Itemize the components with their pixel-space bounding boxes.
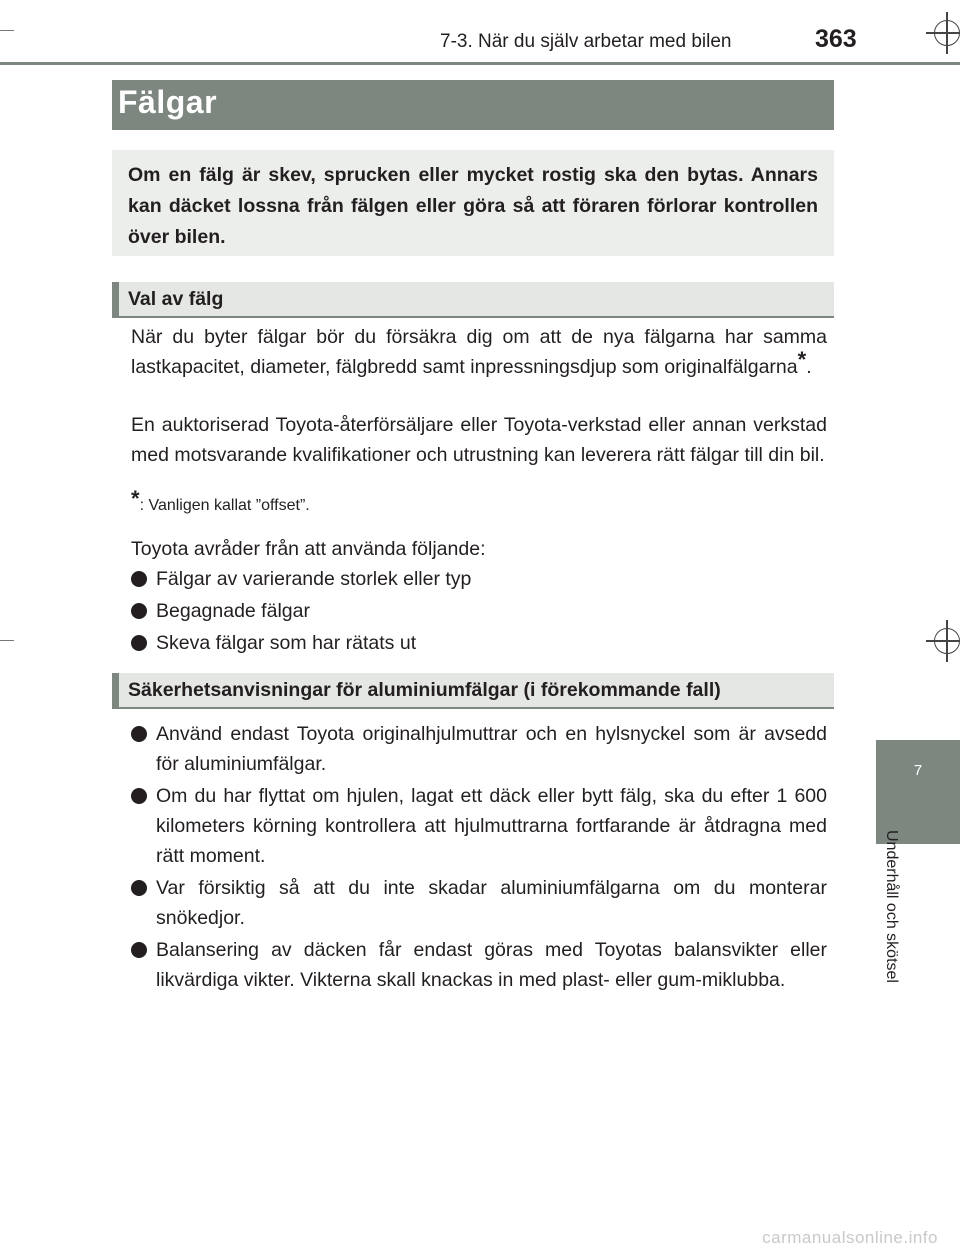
bullet-icon (131, 635, 147, 651)
footnote-text: : Vanligen kallat ”offset”. (139, 497, 310, 514)
footnote-reference: * (797, 346, 807, 372)
paragraph: Toyota avråder från att använda följande: (131, 538, 486, 560)
list-item-text: Använd endast Toyota originalhjulmuttrar och en hylsnyckel som är avsedd för aluminiumfälgar. (156, 723, 827, 775)
title-bar (112, 80, 834, 130)
intro-box (112, 150, 834, 256)
bullet-icon (131, 942, 147, 958)
section-heading (112, 673, 834, 709)
bullet-icon (131, 603, 147, 619)
page-title: Fälgar (118, 84, 218, 120)
crop-mark (0, 640, 14, 641)
section-heading-text: Val av fälg (128, 288, 224, 310)
list-item (131, 596, 827, 626)
list-item (131, 873, 827, 933)
bullet-icon (131, 726, 147, 742)
paragraph (131, 323, 827, 382)
list-item-text: Balansering av däcken får endast göras med Toyotas balansvikter eller likvärdiga vikter. Vikterna skall knackas in med plast- eller gum-miklubba. (156, 939, 827, 991)
registration-mark-icon (934, 20, 960, 46)
list-item-text: Skeva fälgar som har rätats ut (156, 632, 417, 654)
footnote (131, 486, 310, 515)
list-item (131, 564, 827, 594)
list-item-text: Begagnade fälgar (156, 600, 310, 622)
list-item (131, 781, 827, 871)
chapter-label-text: Underhåll och skötsel (883, 830, 900, 983)
list-item (131, 628, 827, 658)
page-number: 363 (815, 25, 857, 53)
bullet-icon (131, 571, 147, 587)
bullet-icon (131, 788, 147, 804)
list-item (131, 719, 827, 779)
list-item-text: Fälgar av varierande storlek eller typ (156, 568, 472, 590)
list-item (131, 935, 827, 995)
chapter-label (882, 830, 906, 1020)
chapter-tab (876, 740, 960, 844)
footnote-mark: * (131, 486, 140, 511)
header-section-title: 7-3. När du själv arbetar med bilen (440, 31, 732, 52)
paragraph-end: . (806, 355, 812, 378)
paragraph-text: När du byter fälgar bör du försäkra dig om att de nya fälgarna har samma lastkapacitet, diameter, fälgbredd samt inpressningsdjup som originalfälgarna (131, 326, 827, 378)
header-rule (0, 62, 960, 65)
list-item-text: Om du har flyttat om hjulen, lagat ett däck eller bytt fälg, ska du efter 1 600 kilometers körning kontrollera att hjulmuttrarna fortfarande är åtdragna med rätt moment. (156, 785, 827, 867)
watermark: carmanualsonline.info (762, 1228, 938, 1247)
section-heading-text: Säkerhetsanvisningar för aluminiumfälgar (i förekommande fall) (128, 679, 721, 701)
section-heading (112, 282, 834, 318)
paragraph: En auktoriserad Toyota-återförsäljare eller Toyota-verkstad eller annan verkstad med motsvarande kvalifikationer och utrustning kan leverera rätt fälgar till din bil. (131, 414, 827, 466)
crop-mark (0, 30, 14, 31)
bullet-icon (131, 880, 147, 896)
chapter-number: 7 (913, 762, 923, 779)
intro-text: Om en fälg är skev, sprucken eller mycket rostig ska den bytas. Annars kan däcket lossna från fälgen eller göra så att föraren förlorar kontrollen över bilen. (128, 164, 818, 248)
registration-mark-icon (934, 628, 960, 654)
list-item-text: Var försiktig så att du inte skadar aluminiumfälgarna om du monterar snökedjor. (156, 877, 827, 929)
